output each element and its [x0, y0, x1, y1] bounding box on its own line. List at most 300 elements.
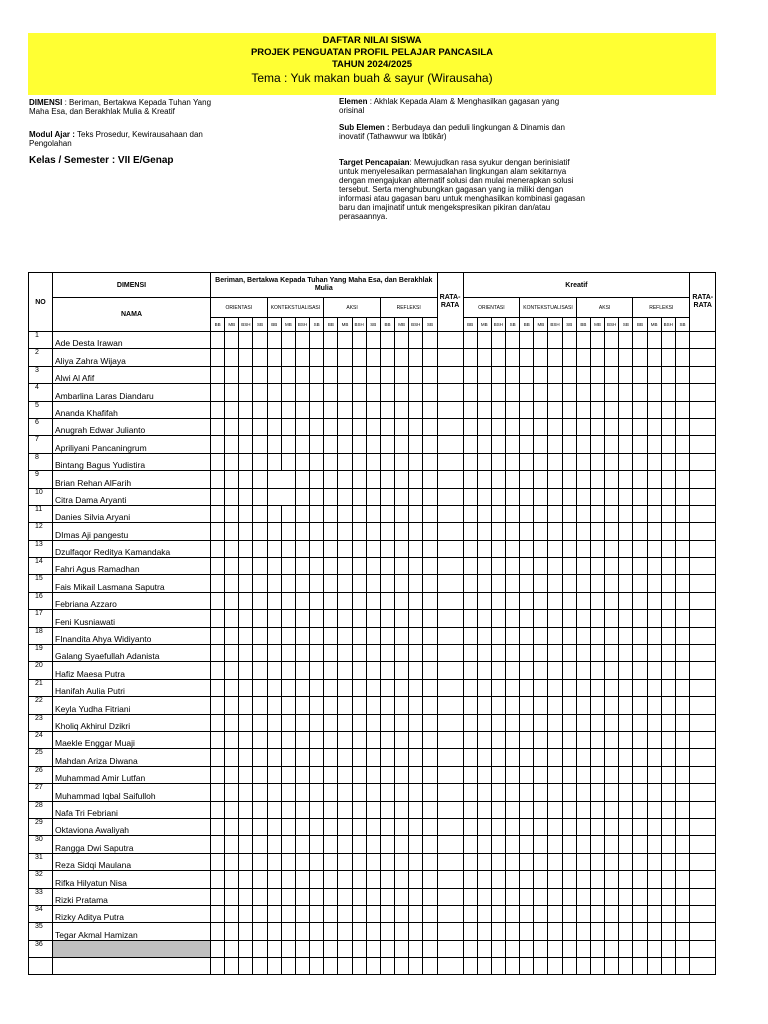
grade-cell[interactable]	[281, 871, 295, 888]
grade-cell[interactable]	[477, 488, 491, 505]
grade-cell[interactable]	[506, 801, 520, 818]
grade-cell[interactable]	[477, 592, 491, 609]
grade-cell[interactable]	[562, 940, 576, 957]
grade-cell[interactable]	[281, 836, 295, 853]
grade-cell[interactable]	[295, 558, 309, 575]
grade-cell[interactable]	[647, 714, 661, 731]
grade-cell[interactable]	[491, 940, 505, 957]
grade-cell[interactable]	[281, 453, 295, 470]
grade-cell[interactable]	[395, 923, 409, 940]
grade-cell[interactable]	[423, 958, 437, 975]
grade-cell[interactable]	[253, 662, 267, 679]
grade-cell[interactable]	[239, 784, 253, 801]
grade-cell[interactable]	[225, 679, 239, 696]
grade-cell[interactable]	[225, 958, 239, 975]
grade-cell[interactable]	[310, 801, 324, 818]
grade-cell[interactable]	[463, 731, 477, 748]
grade-cell[interactable]	[590, 523, 604, 540]
grade-cell[interactable]	[239, 697, 253, 714]
grade-cell[interactable]	[380, 349, 394, 366]
grade-cell[interactable]	[395, 418, 409, 435]
grade-cell[interactable]	[661, 766, 675, 783]
grade-cell[interactable]	[267, 436, 281, 453]
grade-cell[interactable]	[239, 592, 253, 609]
grade-cell[interactable]	[295, 940, 309, 957]
rata-rata-cell[interactable]	[690, 401, 716, 418]
grade-cell[interactable]	[423, 645, 437, 662]
grade-cell[interactable]	[463, 610, 477, 627]
grade-cell[interactable]	[395, 575, 409, 592]
rata-rata-cell[interactable]	[437, 905, 463, 922]
grade-cell[interactable]	[380, 558, 394, 575]
grade-cell[interactable]	[324, 540, 338, 557]
grade-cell[interactable]	[477, 418, 491, 435]
grade-cell[interactable]	[281, 540, 295, 557]
grade-cell[interactable]	[534, 749, 548, 766]
grade-cell[interactable]	[661, 662, 675, 679]
grade-cell[interactable]	[295, 540, 309, 557]
grade-cell[interactable]	[409, 488, 423, 505]
grade-cell[interactable]	[310, 471, 324, 488]
grade-cell[interactable]	[409, 627, 423, 644]
grade-cell[interactable]	[633, 749, 647, 766]
grade-cell[interactable]	[409, 905, 423, 922]
grade-cell[interactable]	[633, 418, 647, 435]
rata-rata-cell[interactable]	[690, 471, 716, 488]
grade-cell[interactable]	[395, 384, 409, 401]
grade-cell[interactable]	[647, 766, 661, 783]
grade-cell[interactable]	[310, 888, 324, 905]
grade-cell[interactable]	[661, 645, 675, 662]
grade-cell[interactable]	[661, 940, 675, 957]
grade-cell[interactable]	[477, 453, 491, 470]
grade-cell[interactable]	[675, 679, 689, 696]
grade-cell[interactable]	[239, 836, 253, 853]
grade-cell[interactable]	[366, 436, 380, 453]
grade-cell[interactable]	[211, 558, 225, 575]
grade-cell[interactable]	[661, 471, 675, 488]
grade-cell[interactable]	[295, 836, 309, 853]
grade-cell[interactable]	[281, 366, 295, 383]
grade-cell[interactable]	[211, 801, 225, 818]
grade-cell[interactable]	[338, 679, 352, 696]
grade-cell[interactable]	[590, 679, 604, 696]
grade-cell[interactable]	[647, 523, 661, 540]
grade-cell[interactable]	[534, 610, 548, 627]
grade-cell[interactable]	[366, 401, 380, 418]
grade-cell[interactable]	[409, 749, 423, 766]
grade-cell[interactable]	[324, 575, 338, 592]
grade-cell[interactable]	[380, 366, 394, 383]
grade-cell[interactable]	[211, 610, 225, 627]
grade-cell[interactable]	[463, 592, 477, 609]
grade-cell[interactable]	[647, 592, 661, 609]
grade-cell[interactable]	[295, 436, 309, 453]
grade-cell[interactable]	[239, 558, 253, 575]
grade-cell[interactable]	[590, 384, 604, 401]
grade-cell[interactable]	[506, 836, 520, 853]
grade-cell[interactable]	[590, 366, 604, 383]
grade-cell[interactable]	[534, 505, 548, 522]
grade-cell[interactable]	[562, 679, 576, 696]
grade-cell[interactable]	[633, 888, 647, 905]
grade-cell[interactable]	[281, 731, 295, 748]
grade-cell[interactable]	[409, 923, 423, 940]
grade-cell[interactable]	[324, 784, 338, 801]
grade-cell[interactable]	[477, 697, 491, 714]
grade-cell[interactable]	[338, 505, 352, 522]
grade-cell[interactable]	[338, 888, 352, 905]
grade-cell[interactable]	[506, 610, 520, 627]
rata-rata-cell[interactable]	[690, 436, 716, 453]
grade-cell[interactable]	[281, 958, 295, 975]
grade-cell[interactable]	[267, 731, 281, 748]
grade-cell[interactable]	[211, 940, 225, 957]
rata-rata-cell[interactable]	[437, 332, 463, 349]
grade-cell[interactable]	[576, 575, 590, 592]
grade-cell[interactable]	[338, 366, 352, 383]
grade-cell[interactable]	[253, 523, 267, 540]
grade-cell[interactable]	[675, 888, 689, 905]
grade-cell[interactable]	[605, 697, 619, 714]
grade-cell[interactable]	[520, 905, 534, 922]
grade-cell[interactable]	[395, 714, 409, 731]
grade-cell[interactable]	[380, 523, 394, 540]
grade-cell[interactable]	[675, 697, 689, 714]
grade-cell[interactable]	[463, 505, 477, 522]
grade-cell[interactable]	[463, 940, 477, 957]
grade-cell[interactable]	[267, 627, 281, 644]
grade-cell[interactable]	[253, 871, 267, 888]
rata-rata-cell[interactable]	[690, 836, 716, 853]
grade-cell[interactable]	[423, 836, 437, 853]
grade-cell[interactable]	[675, 418, 689, 435]
grade-cell[interactable]	[647, 818, 661, 835]
grade-cell[interactable]	[477, 853, 491, 870]
grade-cell[interactable]	[605, 366, 619, 383]
grade-cell[interactable]	[352, 471, 366, 488]
grade-cell[interactable]	[324, 888, 338, 905]
grade-cell[interactable]	[675, 349, 689, 366]
grade-cell[interactable]	[352, 488, 366, 505]
grade-cell[interactable]	[225, 662, 239, 679]
grade-cell[interactable]	[605, 801, 619, 818]
grade-cell[interactable]	[647, 645, 661, 662]
grade-cell[interactable]	[576, 940, 590, 957]
grade-cell[interactable]	[675, 453, 689, 470]
grade-cell[interactable]	[647, 749, 661, 766]
grade-cell[interactable]	[506, 384, 520, 401]
grade-cell[interactable]	[267, 923, 281, 940]
grade-cell[interactable]	[324, 714, 338, 731]
rata-rata-cell[interactable]	[437, 801, 463, 818]
grade-cell[interactable]	[310, 332, 324, 349]
grade-cell[interactable]	[423, 784, 437, 801]
grade-cell[interactable]	[576, 505, 590, 522]
grade-cell[interactable]	[380, 958, 394, 975]
grade-cell[interactable]	[534, 558, 548, 575]
grade-cell[interactable]	[352, 645, 366, 662]
rata-rata-cell[interactable]	[437, 592, 463, 609]
grade-cell[interactable]	[366, 958, 380, 975]
grade-cell[interactable]	[590, 610, 604, 627]
grade-cell[interactable]	[548, 888, 562, 905]
grade-cell[interactable]	[338, 714, 352, 731]
grade-cell[interactable]	[520, 731, 534, 748]
grade-cell[interactable]	[619, 888, 633, 905]
grade-cell[interactable]	[548, 349, 562, 366]
grade-cell[interactable]	[310, 523, 324, 540]
grade-cell[interactable]	[633, 575, 647, 592]
grade-cell[interactable]	[548, 749, 562, 766]
grade-cell[interactable]	[267, 871, 281, 888]
grade-cell[interactable]	[562, 923, 576, 940]
grade-cell[interactable]	[366, 540, 380, 557]
grade-cell[interactable]	[491, 714, 505, 731]
grade-cell[interactable]	[534, 366, 548, 383]
grade-cell[interactable]	[267, 940, 281, 957]
grade-cell[interactable]	[225, 749, 239, 766]
rata-rata-cell[interactable]	[437, 627, 463, 644]
grade-cell[interactable]	[380, 749, 394, 766]
grade-cell[interactable]	[409, 505, 423, 522]
grade-cell[interactable]	[675, 558, 689, 575]
grade-cell[interactable]	[310, 766, 324, 783]
grade-cell[interactable]	[225, 523, 239, 540]
grade-cell[interactable]	[548, 958, 562, 975]
grade-cell[interactable]	[395, 349, 409, 366]
grade-cell[interactable]	[352, 332, 366, 349]
rata-rata-cell[interactable]	[437, 749, 463, 766]
grade-cell[interactable]	[605, 505, 619, 522]
grade-cell[interactable]	[423, 905, 437, 922]
grade-cell[interactable]	[548, 558, 562, 575]
grade-cell[interactable]	[380, 853, 394, 870]
grade-cell[interactable]	[576, 784, 590, 801]
rata-rata-cell[interactable]	[690, 332, 716, 349]
grade-cell[interactable]	[423, 888, 437, 905]
grade-cell[interactable]	[491, 505, 505, 522]
grade-cell[interactable]	[310, 436, 324, 453]
grade-cell[interactable]	[633, 940, 647, 957]
grade-cell[interactable]	[548, 453, 562, 470]
grade-cell[interactable]	[619, 384, 633, 401]
grade-cell[interactable]	[548, 592, 562, 609]
grade-cell[interactable]	[619, 436, 633, 453]
grade-cell[interactable]	[281, 627, 295, 644]
grade-cell[interactable]	[506, 349, 520, 366]
grade-cell[interactable]	[633, 923, 647, 940]
grade-cell[interactable]	[267, 958, 281, 975]
grade-cell[interactable]	[225, 540, 239, 557]
grade-cell[interactable]	[548, 332, 562, 349]
grade-cell[interactable]	[605, 853, 619, 870]
grade-cell[interactable]	[463, 801, 477, 818]
grade-cell[interactable]	[281, 923, 295, 940]
grade-cell[interactable]	[324, 905, 338, 922]
grade-cell[interactable]	[562, 384, 576, 401]
rata-rata-cell[interactable]	[690, 366, 716, 383]
grade-cell[interactable]	[562, 453, 576, 470]
grade-cell[interactable]	[395, 471, 409, 488]
grade-cell[interactable]	[506, 418, 520, 435]
grade-cell[interactable]	[324, 801, 338, 818]
grade-cell[interactable]	[534, 801, 548, 818]
grade-cell[interactable]	[647, 958, 661, 975]
grade-cell[interactable]	[352, 384, 366, 401]
grade-cell[interactable]	[548, 871, 562, 888]
grade-cell[interactable]	[562, 575, 576, 592]
grade-cell[interactable]	[491, 958, 505, 975]
grade-cell[interactable]	[619, 401, 633, 418]
grade-cell[interactable]	[211, 627, 225, 644]
grade-cell[interactable]	[633, 488, 647, 505]
rata-rata-cell[interactable]	[690, 679, 716, 696]
grade-cell[interactable]	[534, 349, 548, 366]
grade-cell[interactable]	[548, 714, 562, 731]
grade-cell[interactable]	[324, 332, 338, 349]
grade-cell[interactable]	[590, 923, 604, 940]
grade-cell[interactable]	[366, 662, 380, 679]
grade-cell[interactable]	[463, 888, 477, 905]
grade-cell[interactable]	[463, 401, 477, 418]
grade-cell[interactable]	[211, 332, 225, 349]
grade-cell[interactable]	[675, 540, 689, 557]
grade-cell[interactable]	[211, 349, 225, 366]
grade-cell[interactable]	[534, 540, 548, 557]
grade-cell[interactable]	[590, 592, 604, 609]
rata-rata-cell[interactable]	[437, 488, 463, 505]
grade-cell[interactable]	[477, 384, 491, 401]
grade-cell[interactable]	[338, 471, 352, 488]
grade-cell[interactable]	[619, 349, 633, 366]
grade-cell[interactable]	[211, 766, 225, 783]
grade-cell[interactable]	[239, 645, 253, 662]
grade-cell[interactable]	[295, 905, 309, 922]
grade-cell[interactable]	[267, 836, 281, 853]
grade-cell[interactable]	[281, 679, 295, 696]
grade-cell[interactable]	[661, 418, 675, 435]
grade-cell[interactable]	[520, 523, 534, 540]
grade-cell[interactable]	[295, 645, 309, 662]
grade-cell[interactable]	[506, 784, 520, 801]
grade-cell[interactable]	[477, 662, 491, 679]
grade-cell[interactable]	[661, 558, 675, 575]
grade-cell[interactable]	[633, 523, 647, 540]
grade-cell[interactable]	[380, 505, 394, 522]
rata-rata-cell[interactable]	[437, 349, 463, 366]
grade-cell[interactable]	[633, 784, 647, 801]
rata-rata-cell[interactable]	[437, 714, 463, 731]
rata-rata-cell[interactable]	[690, 575, 716, 592]
grade-cell[interactable]	[548, 505, 562, 522]
grade-cell[interactable]	[576, 488, 590, 505]
grade-cell[interactable]	[366, 384, 380, 401]
rata-rata-cell[interactable]	[690, 627, 716, 644]
grade-cell[interactable]	[647, 453, 661, 470]
grade-cell[interactable]	[605, 401, 619, 418]
grade-cell[interactable]	[562, 731, 576, 748]
grade-cell[interactable]	[253, 679, 267, 696]
grade-cell[interactable]	[647, 679, 661, 696]
grade-cell[interactable]	[211, 418, 225, 435]
grade-cell[interactable]	[295, 749, 309, 766]
grade-cell[interactable]	[295, 766, 309, 783]
grade-cell[interactable]	[562, 697, 576, 714]
grade-cell[interactable]	[647, 505, 661, 522]
grade-cell[interactable]	[380, 714, 394, 731]
grade-cell[interactable]	[395, 645, 409, 662]
grade-cell[interactable]	[491, 558, 505, 575]
rata-rata-cell[interactable]	[690, 766, 716, 783]
grade-cell[interactable]	[239, 749, 253, 766]
grade-cell[interactable]	[225, 731, 239, 748]
grade-cell[interactable]	[520, 697, 534, 714]
grade-cell[interactable]	[338, 923, 352, 940]
grade-cell[interactable]	[534, 871, 548, 888]
grade-cell[interactable]	[520, 471, 534, 488]
grade-cell[interactable]	[661, 505, 675, 522]
grade-cell[interactable]	[267, 749, 281, 766]
grade-cell[interactable]	[380, 801, 394, 818]
grade-cell[interactable]	[211, 871, 225, 888]
grade-cell[interactable]	[380, 923, 394, 940]
grade-cell[interactable]	[253, 592, 267, 609]
grade-cell[interactable]	[633, 471, 647, 488]
grade-cell[interactable]	[380, 784, 394, 801]
grade-cell[interactable]	[534, 766, 548, 783]
grade-cell[interactable]	[267, 384, 281, 401]
grade-cell[interactable]	[267, 905, 281, 922]
grade-cell[interactable]	[619, 714, 633, 731]
grade-cell[interactable]	[239, 731, 253, 748]
grade-cell[interactable]	[548, 697, 562, 714]
grade-cell[interactable]	[211, 523, 225, 540]
grade-cell[interactable]	[310, 645, 324, 662]
grade-cell[interactable]	[225, 801, 239, 818]
grade-cell[interactable]	[605, 749, 619, 766]
grade-cell[interactable]	[576, 923, 590, 940]
grade-cell[interactable]	[253, 836, 267, 853]
grade-cell[interactable]	[423, 801, 437, 818]
grade-cell[interactable]	[409, 662, 423, 679]
grade-cell[interactable]	[605, 662, 619, 679]
grade-cell[interactable]	[281, 766, 295, 783]
grade-cell[interactable]	[590, 749, 604, 766]
grade-cell[interactable]	[562, 645, 576, 662]
grade-cell[interactable]	[352, 697, 366, 714]
grade-cell[interactable]	[423, 679, 437, 696]
grade-cell[interactable]	[590, 836, 604, 853]
grade-cell[interactable]	[395, 958, 409, 975]
grade-cell[interactable]	[239, 853, 253, 870]
grade-cell[interactable]	[548, 366, 562, 383]
grade-cell[interactable]	[211, 818, 225, 835]
grade-cell[interactable]	[534, 488, 548, 505]
grade-cell[interactable]	[633, 958, 647, 975]
rata-rata-cell[interactable]	[437, 436, 463, 453]
grade-cell[interactable]	[225, 714, 239, 731]
grade-cell[interactable]	[661, 366, 675, 383]
rata-rata-cell[interactable]	[437, 731, 463, 748]
grade-cell[interactable]	[225, 905, 239, 922]
grade-cell[interactable]	[324, 453, 338, 470]
grade-cell[interactable]	[590, 731, 604, 748]
grade-cell[interactable]	[409, 610, 423, 627]
grade-cell[interactable]	[619, 731, 633, 748]
grade-cell[interactable]	[506, 592, 520, 609]
grade-cell[interactable]	[562, 905, 576, 922]
